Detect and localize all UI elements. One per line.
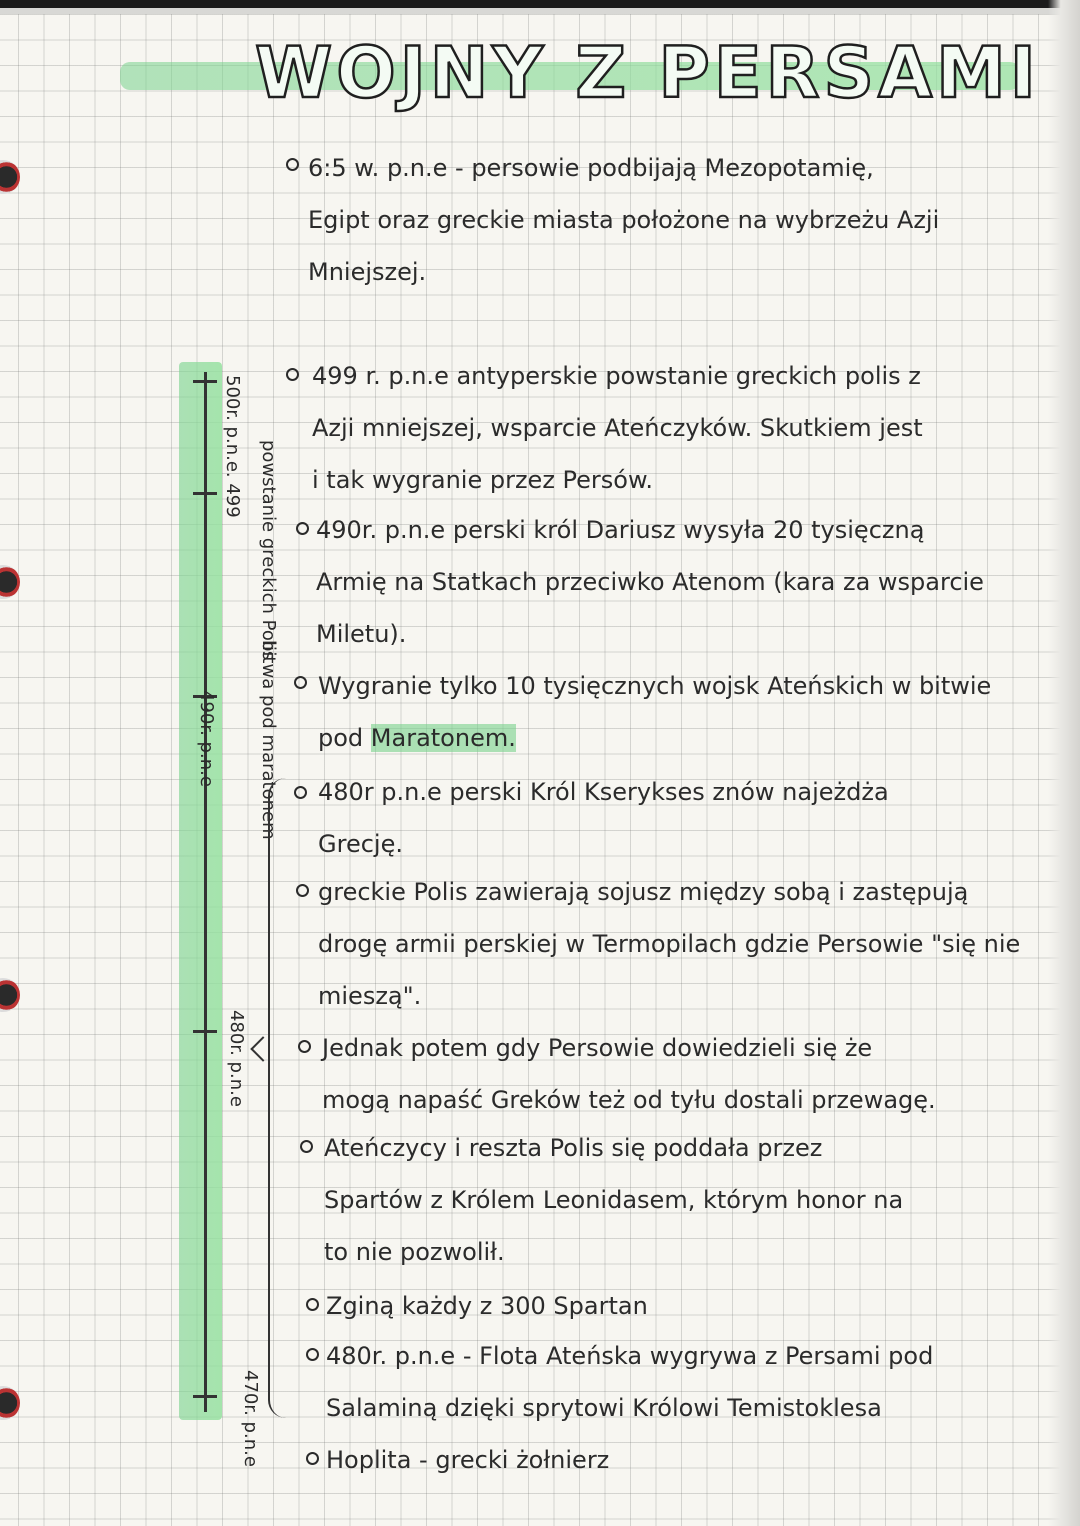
bullet-point: [296, 884, 309, 897]
bullet-point: [294, 786, 307, 799]
note-3-line-3: Miletu).: [316, 620, 407, 648]
timeline-event-bitwa: bitwa pod maratonem: [258, 640, 279, 840]
note-7-line-2: mogą napaść Greków też od tyłu dostali przewagę.: [322, 1086, 936, 1114]
note-3-line-1: 490r. p.n.e perski król Dariusz wysyła 20 tysięczną: [316, 516, 925, 544]
note-2-line-1: 499 r. p.n.e antyperskie powstanie greckich polis z: [312, 362, 921, 390]
timeline-label-500: 500r. p.n.e. 499: [222, 375, 243, 518]
note-8-line-2: Spartów z Królem Leonidasem, którym honor na: [324, 1186, 904, 1214]
note-1-line-1: 6:5 w. p.n.e - persowie podbijają Mezopotamię,: [308, 154, 874, 182]
bullet-point: [294, 676, 307, 689]
note-6-line-2: drogę armii perskiej w Termopilach gdzie Persowie "się nie: [318, 930, 1021, 958]
bullet-point: [298, 1040, 311, 1053]
note-7-line-1: Jednak potem gdy Persowie dowiedzieli się że: [322, 1034, 873, 1062]
bracket-480: [268, 778, 296, 1418]
note-1-line-2: Egipt oraz greckie miasta położone na wybrzeżu Azji: [308, 206, 940, 234]
timeline-label-470: 470r. p.n.e: [240, 1370, 261, 1467]
bullet-point: [306, 1298, 319, 1311]
page-right-edge: [1048, 0, 1080, 1526]
note-4-line-2: [318, 712, 516, 764]
timeline-tick: [193, 1030, 217, 1033]
bullet-point: [306, 1452, 319, 1465]
timeline-highlight: [179, 362, 222, 1420]
note-10-line-1: 480r. p.n.e - Flota Ateńska wygrywa z Persami pod: [326, 1342, 934, 1370]
note-8-line-1: Ateńczycy i reszta Polis się poddała przez: [324, 1134, 823, 1162]
note-2-line-2: Azji mniejszej, wsparcie Ateńczyków. Skutkiem jest: [312, 414, 923, 442]
note-3-line-2: Armię na Statkach przeciwko Atenom (kara za wsparcie: [316, 568, 984, 596]
bullet-point: [286, 158, 299, 171]
timeline-tick: [193, 380, 217, 383]
note-10-line-2: Salaminą dzięki sprytowi Królowi Temistoklesa: [326, 1394, 882, 1422]
note-9-line-1: Zginą każdy z 300 Spartan: [326, 1292, 648, 1320]
timeline-tick: [193, 492, 217, 495]
timeline-axis: [204, 372, 207, 1412]
timeline-event-powstanie: powstanie greckich Polis: [258, 440, 279, 661]
bullet-point: [296, 522, 309, 535]
note-8-line-3: to nie pozwolił.: [324, 1238, 505, 1266]
note-4-prefix: pod: [318, 724, 371, 752]
bullet-point: [306, 1348, 319, 1361]
page-top-edge-shadow: [0, 8, 1080, 14]
page-top-edge: [0, 0, 1080, 8]
timeline-label-490: 490r. p.n.e: [196, 690, 217, 787]
timeline-tick: [193, 1395, 217, 1398]
note-6-line-3: mieszą".: [318, 982, 422, 1010]
timeline-label-480: 480r. p.n.e: [226, 1010, 247, 1107]
page-title: WOJNY Z PERSAMI: [255, 32, 1040, 114]
highlighted-term: Maratonem.: [370, 724, 516, 752]
note-2-line-3: i tak wygranie przez Persów.: [312, 466, 654, 494]
note-5-line-1: 480r p.n.e perski Król Kserykses znów najeżdża: [318, 778, 889, 806]
bullet-point: [286, 368, 299, 381]
note-11-line-1: Hoplita - grecki żołnierz: [326, 1446, 610, 1474]
note-1-line-3: Mniejszej.: [308, 258, 427, 286]
note-5-line-2: Grecję.: [318, 830, 403, 858]
note-6-line-1: greckie Polis zawierają sojusz między sobą i zastępują: [318, 878, 969, 906]
note-4-line-1: Wygranie tylko 10 tysięcznych wojsk Ateńskich w bitwie: [318, 672, 992, 700]
bullet-point: [300, 1140, 313, 1153]
